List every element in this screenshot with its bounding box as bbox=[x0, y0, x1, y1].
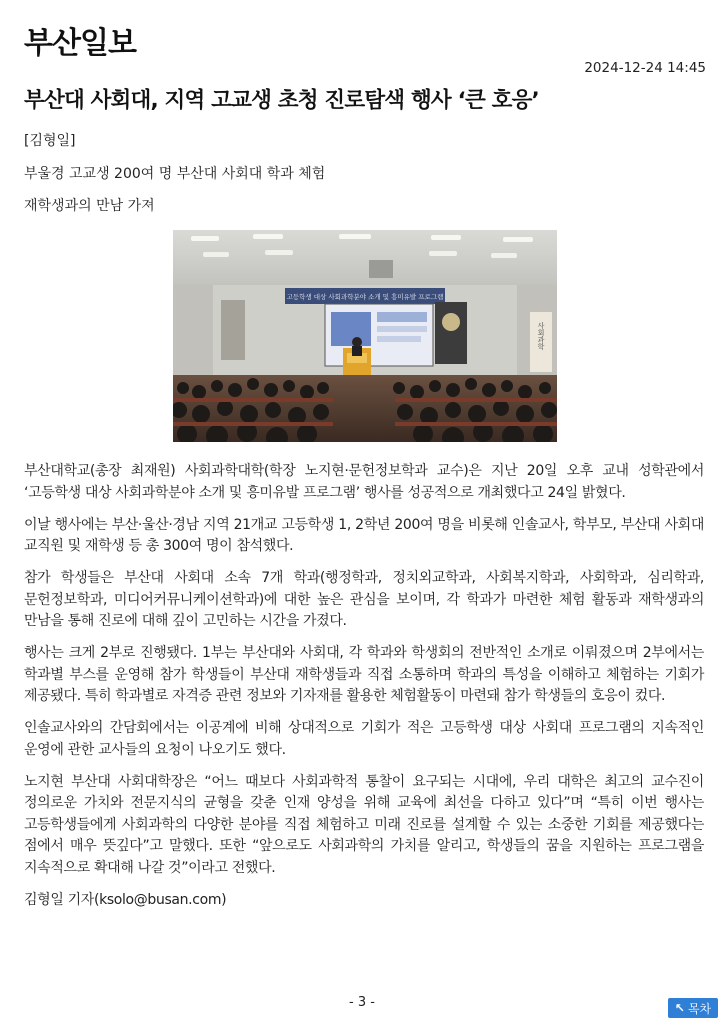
newspaper-masthead: 부산일보 bbox=[24, 26, 136, 61]
photo-banner-text: 사회과학 bbox=[537, 322, 545, 350]
reporter-credit: 김형일 기자(ksolo@busan.com) bbox=[24, 891, 227, 908]
page-number: - 3 - bbox=[349, 995, 375, 1010]
article-paragraph: 인솔교사와의 간담회에서는 이공계에 비해 상대적으로 기회가 적은 고등학생 대상 사회대 프로그램의 지속적인 운영에 관한 교사들의 요청이 나오기도 했다. bbox=[24, 720, 704, 758]
article-paragraph: 부산대학교(총장 최재원) 사회과학대학(학장 노지현·문헌정보학과 교수)은 지난 20일 오후 교내 성학관에서 ‘고등학생 대상 사회과학분야 소개 및 흥미유발 프로그램’ 행사를 성공적으로 개최했다고 24일 밝혔다. bbox=[24, 463, 704, 501]
toc-button[interactable] bbox=[668, 998, 718, 1018]
article-byline: [김형일] bbox=[24, 133, 76, 149]
article-body bbox=[24, 461, 704, 922]
lecture-hall-photo bbox=[173, 230, 557, 442]
article-subhead-2: 재학생과의 만남 가져 bbox=[24, 198, 155, 214]
article-headline: 부산대 사회대, 지역 고교생 초청 진로탐색 행사 ‘큰 호응’ bbox=[24, 88, 539, 113]
publish-datetime: 2024-12-24 14:45 bbox=[584, 60, 706, 76]
article-subhead-1: 부울경 고교생 200여 명 부산대 사회대 학과 체험 bbox=[24, 166, 326, 182]
article-paragraph: 행사는 크게 2부로 진행됐다. 1부는 부산대와 사회대, 각 학과와 학생회의 전반적인 소개로 이뤄졌으며 2부에서는 학과별 부스를 운영해 참가 학생들이 부산대 재학생들과 직접 소통하며 학과의 특성을 이해하고 체험하는 기회가 제공됐다. 특히 학과별로 자격증 관련 정보와 기자재를 활용한 체험활동이 마련돼 참가 학생들의 호응이 컸다. bbox=[24, 645, 704, 704]
article-paragraph: 이날 행사에는 부산·울산·경남 지역 21개교 고등학생 1, 2학년 200여 명을 비롯해 인솔교사, 학부모, 부산대 사회대 교직원 및 재학생 등 총 300여 명이 참석했다. bbox=[24, 516, 704, 554]
article-photo bbox=[173, 230, 557, 442]
toc-button-label: 목차 bbox=[687, 1001, 712, 1016]
return-arrow-icon: ↖ bbox=[674, 1001, 685, 1015]
article-paragraph: 노지현 부산대 사회대학장은 “어느 때보다 사회과학적 통찰이 요구되는 시대에, 우리 대학은 최고의 교수진이 정의로운 가치와 전문지식의 균형을 갖춘 인재 양성을 위해 교육에 최선을 다하고 있다”며 “특히 이번 행사는 고등학생들에게 사회과학의 다양한 분야를 직접 체험하고 미래 진로를 설계할 수 있는 소중한 기회를 제공했다는 점에서 매우 뜻깊다”고 말했다. 또한 “앞으로도 사회과학의 가치를 알리고, 학생들의 꿈을 지원하는 프로그램을 지속적으로 확대해 나갈 것”이라고 전했다. bbox=[24, 773, 704, 876]
photo-screen-title: 고등학생 대상 사회과학분야 소개 및 흥미유발 프로그램 bbox=[286, 293, 444, 301]
article-paragraph: 참가 학생들은 부산대 사회대 소속 7개 학과(행정학과, 정치외교학과, 사회복지학과, 사회학과, 심리학과, 문헌정보학과, 미디어커뮤니케이션학과)에 대한 높은 관심을 보이며, 각 학과가 마련한 체험 활동과 재학생과의 만남을 통해 진로에 대해 깊이 고민하는 시간을 가졌다. bbox=[24, 570, 704, 629]
